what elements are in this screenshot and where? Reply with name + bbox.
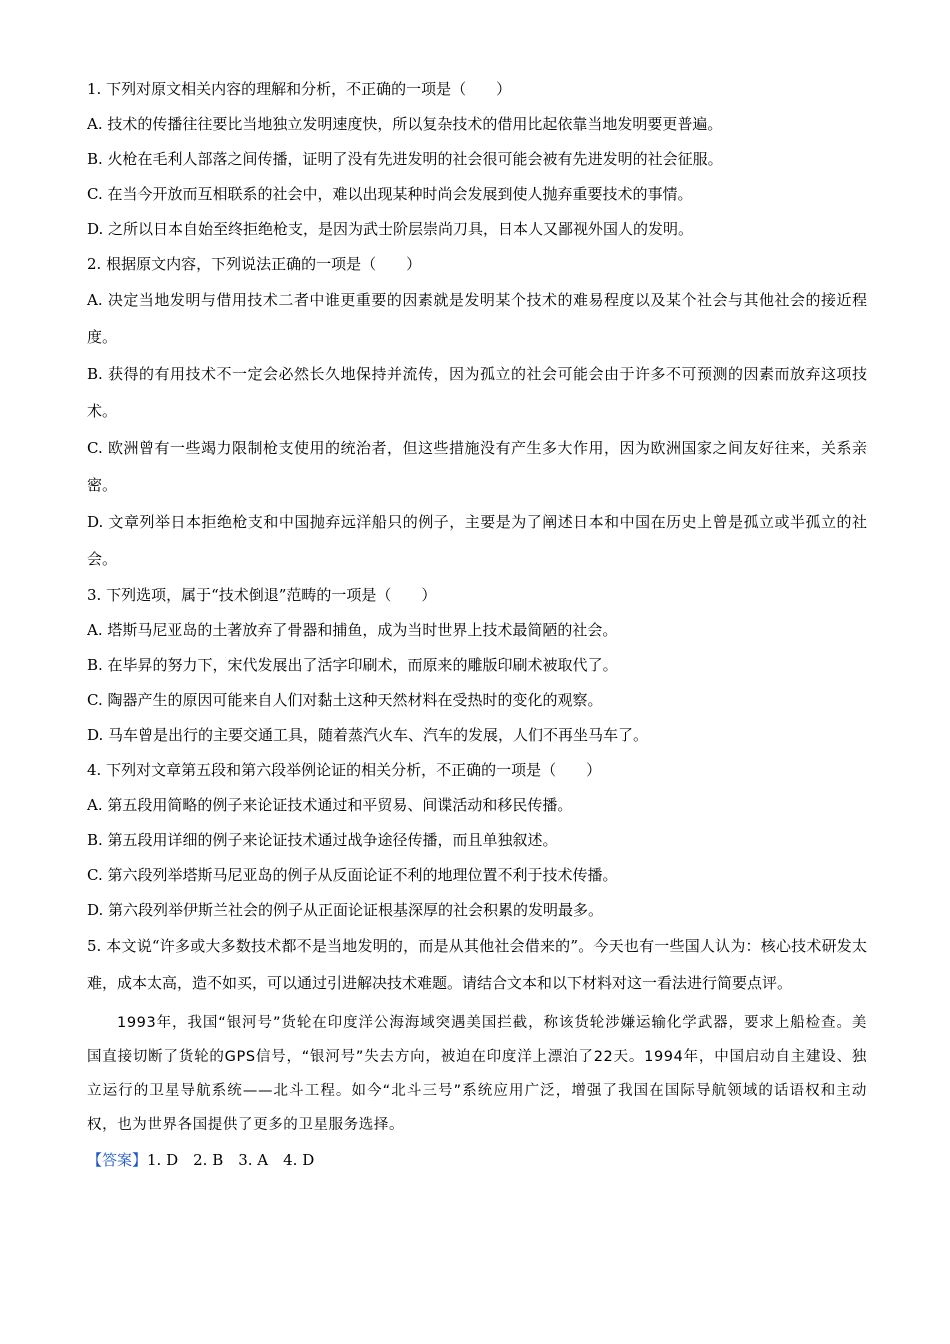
option-c: C. 在当今开放而互相联系的社会中，难以出现某种时尚会发展到使人抛弃重要技术的事情。 — [87, 185, 693, 203]
question-stem: 4. 下列对文章第五段和第六段举例论证的相关分析，不正确的一项是（ ） — [87, 761, 602, 779]
question-3 — [87, 578, 867, 753]
answer-text: 1. D 2. B 3. A 4. D — [147, 1151, 315, 1169]
option-d: D. 第六段列举伊斯兰社会的例子从正面论证根基深厚的社会积累的发明最多。 — [87, 901, 604, 919]
option-a: A. 塔斯马尼亚岛的土著放弃了骨器和捕鱼，成为当时世界上技术最简陋的社会。 — [87, 621, 618, 639]
option-a: A. 第五段用简略的例子来论证技术通过和平贸易、间谍活动和移民传播。 — [87, 796, 573, 814]
question-stem: 1. 下列对原文相关内容的理解和分析，不正确的一项是（ ） — [87, 80, 512, 98]
option-b: B. 第五段用详细的例子来论证技术通过战争途径传播，而且单独叙述。 — [87, 831, 558, 849]
option-c: C. 陶器产生的原因可能来自人们对黏土这种天然材料在受热时的变化的观察。 — [87, 691, 603, 709]
question-stem: 2. 根据原文内容，下列说法正确的一项是（ ） — [87, 255, 422, 273]
option-d: D. 文章列举日本拒绝枪支和中国抛弃远洋船只的例子，主要是为了阐述日本和中国在历史上曾是孤立或半孤立的社会。 — [87, 513, 867, 568]
option-d: D. 之所以日本自始至终拒绝枪支，是因为武士阶层崇尚刀具，日本人又鄙视外国人的发明。 — [87, 220, 694, 238]
document-page — [87, 72, 867, 1178]
question-2 — [87, 247, 867, 578]
option-d: D. 马车曾是出行的主要交通工具，随着蒸汽火车、汽车的发展，人们不再坐马车了。 — [87, 726, 649, 744]
question-4 — [87, 753, 867, 928]
answer-tag: 【答案】 — [87, 1151, 148, 1169]
option-b: B. 在毕昇的努力下，宋代发展出了活字印刷术，而原来的雕版印刷术被取代了。 — [87, 656, 618, 674]
answer-key — [87, 1142, 867, 1178]
option-a: A. 决定当地发明与借用技术二者中谁更重要的因素就是发明某个技术的难易程度以及某个社会与其他社会的接近程度。 — [87, 291, 867, 346]
option-a: A. 技术的传播往往要比当地独立发明速度快，所以复杂技术的借用比起依靠当地发明要更普遍。 — [87, 115, 723, 133]
option-b: B. 火枪在毛利人部落之间传播，证明了没有先进发明的社会很可能会被有先进发明的社会征服。 — [87, 150, 723, 168]
reference-material: 1993年，我国“银河号”货轮在印度洋公海海域突遇美国拦截，称该货轮涉嫌运输化学武器，要求上船检查。美国直接切断了货轮的GPS信号，“银河号”失去方向，被迫在印度洋上漂泊了22天。1994年，中国启动自主建设、独立运行的卫星导航系统——北斗工程。如今“北斗三号”系统应用广泛，增强了我国在国际导航领域的话语权和主动权，也为世界各国提供了更多的卫星服务选择。 — [87, 1015, 867, 1133]
question-1 — [87, 72, 867, 247]
option-c: C. 第六段列举塔斯马尼亚岛的例子从反面论证不利的地理位置不利于技术传播。 — [87, 866, 618, 884]
question-stem: 3. 下列选项，属于“技术倒退”范畴的一项是（ ） — [87, 586, 437, 604]
option-b: B. 获得的有用技术不一定会必然长久地保持并流传，因为孤立的社会可能会由于许多不可预测的因素而放弃这项技术。 — [87, 365, 867, 420]
question-stem: 5. 本文说“许多或大多数技术都不是当地发明的，而是从其他社会借来的”。今天也有一些国人认为：核心技术研发太难，成本太高，造不如买，可以通过引进解决技术难题。请结合文本和以下材料对这一看法进行简要点评。 — [87, 937, 867, 992]
question-5 — [87, 928, 867, 1142]
option-c: C. 欧洲曾有一些竭力限制枪支使用的统治者，但这些措施没有产生多大作用，因为欧洲国家之间友好往来，关系亲密。 — [87, 439, 867, 494]
